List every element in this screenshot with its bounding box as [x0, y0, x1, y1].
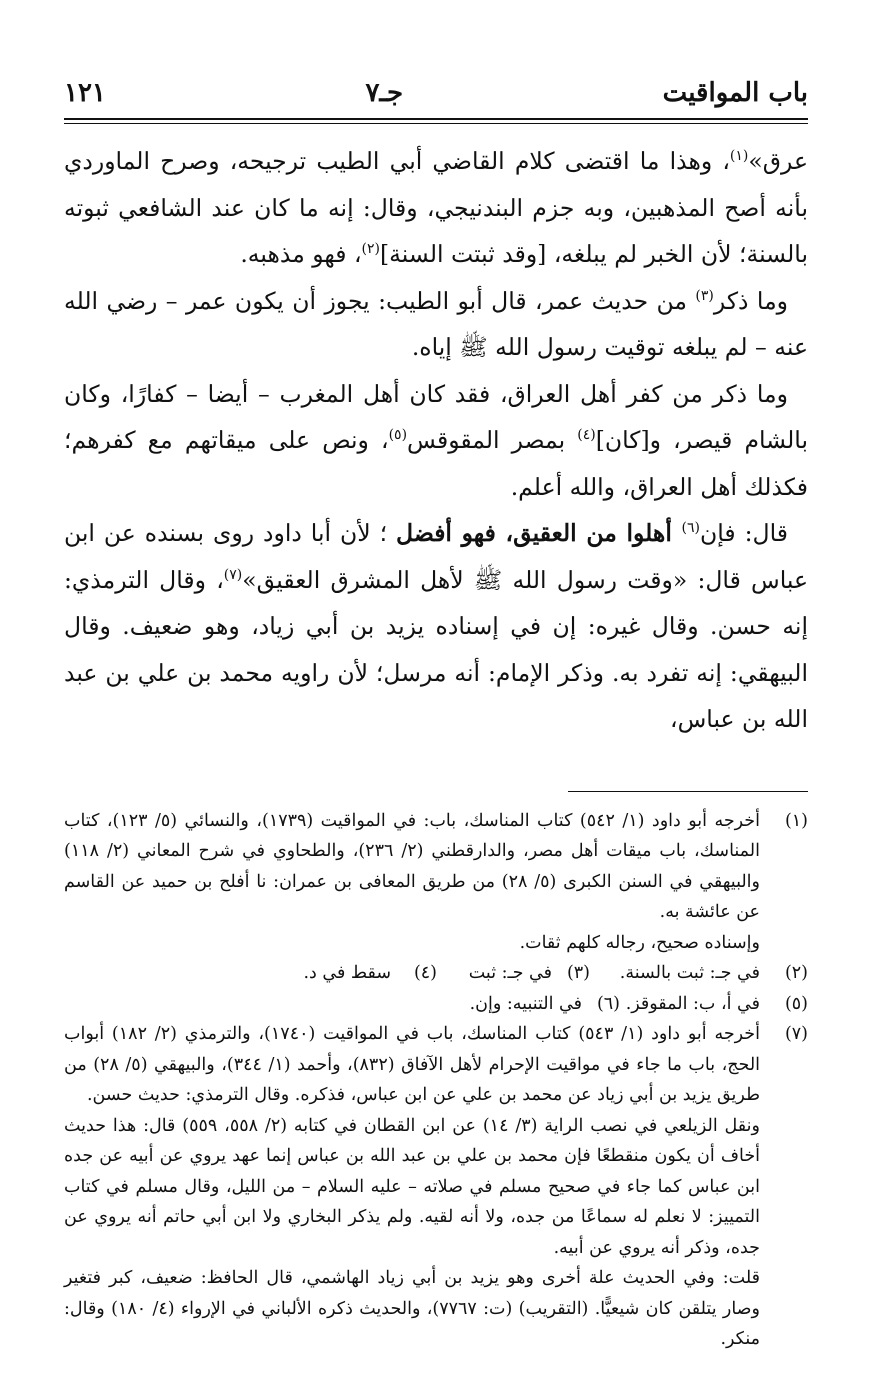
- footnote-ref[interactable]: (٦): [681, 520, 700, 537]
- footnote-separator: [568, 791, 808, 792]
- chapter-title: باب المواقيت: [662, 78, 808, 108]
- footnote-text: أخرجه أبو داود (١/ ٥٤٣) كتاب المناسك، باب في المواقيت (١٧٤٠)، والترمذي (٢/ ١٨٢) أبواب الحج، باب ما جاء في مواقيت الإحرام لأهل الآفاق (٨٣٢)، وأحمد (١/ ٣٤٤)، والبيهقي (٥/ ٢٨) من طريق يزيد بن أبي زياد عن محمد بن علي عن ابن عباس، فذكره. وقال الترمذي: حديث حسن.: [64, 1024, 761, 1105]
- footnote-text: في جـ: ثبت بالسنة.: [619, 963, 760, 983]
- footnote: [64, 806, 808, 959]
- footnote-text: سقط في د.: [303, 963, 391, 983]
- paragraph: وما ذكر$^{(٣)}$ من حديث عمر، قال أبو الطيب: يجوز أن يكون عمر – رضي الله عنه – لم يبلغه توقيت رسول الله ﷺ إياه.: [64, 286, 808, 361]
- paragraph: قال: فإن$^{(٦)}$ أهلوا من العقيق، فهو أفضل ؛ لأن أبا داود روى بسنده عن ابن عباس قال: «وقت رسول الله ﷺ لأهل المشرق العقيق»$^{(٧)}$، وقال الترمذي: إنه حسن. وقال غيره: إن في إسناده يزيد بن أبي زياد، وهو ضعيف. وقال البيهقي: إنه تفرد به. وذكر الإمام: أنه مرسل؛ لأن راويه محمد بن علي بن عبد الله بن عباس،: [64, 519, 808, 733]
- footnote-text: في التنبيه: وإن.: [469, 993, 582, 1014]
- footnote-text: وإسناده صحيح، رجاله كلهم ثقات.: [519, 932, 760, 953]
- header-rule-thin: [64, 123, 808, 124]
- footnote-number: (٧): [784, 1024, 808, 1044]
- paragraph: عرق»$^{(١)}$، وهذا ما اقتضى كلام القاضي أبي الطيب ترجيحه، وصرح الماوردي بأنه أصح المذهبين، وبه جزم البندنيجي، وقال: إنه ما كان عند الشافعي ثبوته بالسنة؛ لأن الخبر لم يبلغه، [وقد ثبتت السنة]$^{(٢)}$، فهو مذهبه.: [64, 147, 808, 268]
- footnote-ref[interactable]: (٥): [388, 427, 408, 444]
- footnote-text: قلت: وفي الحديث علة أخرى وهو يزيد بن أبي زياد الهاشمي، قال الحافظ: ضعيف، كبر فتغير وصار يتلقن كان شيعيًّا. (التقريب) (ت: ٧٧٦٧)، والحديث ذكره الألباني في الإرواء (٤/ ١٨٠) وقال: منكر.: [64, 1268, 760, 1349]
- matn-text: أهلوا من العقيق، فهو أفضل: [396, 519, 682, 547]
- running-header: [64, 78, 808, 114]
- header-rule-thick: [64, 118, 808, 120]
- page: [64, 78, 808, 1355]
- footnote-number: (٢): [784, 963, 808, 983]
- footnote-number: (٤): [413, 963, 437, 983]
- footnote-ref[interactable]: (١): [729, 148, 749, 165]
- page-number: ١٢١: [64, 78, 106, 108]
- footnote-ref[interactable]: (٣): [695, 287, 714, 304]
- footnote-number: (٥): [784, 993, 808, 1014]
- footnote-line: [64, 989, 808, 1020]
- footnote-ref[interactable]: (٤): [577, 427, 596, 444]
- footnote-text: أخرجه أبو داود (١/ ٥٤٢) كتاب المناسك، باب: في المواقيت (١٧٣٩)، والنسائي (٥/ ١٢٣)، كتاب المناسك، باب ميقات أهل مصر، والدارقطني (٢/ ٢٣٦)، والطحاوي في شرح المعاني (٢/ ١١٨) والبيهقي في السنن الكبرى (٥/ ٢٨) من طريق المعافى بن عمران: نا أفلح بن حميد عن القاسم عن عائشة به.: [64, 810, 760, 922]
- footnote-text: في جـ: ثبت: [468, 963, 552, 983]
- footnotes: [64, 806, 808, 1355]
- footnote-ref[interactable]: (٢): [361, 241, 381, 258]
- footnote-text: في أ، ب: المقوقز.: [625, 993, 760, 1014]
- footnote-number: (١): [784, 810, 808, 831]
- volume-label: جـ٧: [365, 78, 404, 108]
- footnote-number: (٣): [566, 963, 590, 983]
- footnote-line: [64, 958, 808, 989]
- footnote-text: ونقل الزيلعي في نصب الراية (٣/ ١٤) عن ابن القطان في كتابه (٢/ ٥٥٨، ٥٥٩) قال: هذا حديث أخاف أن يكون منقطعًا فإن محمد بن علي بن عبد الله بن عباس إنما عهد يروي عن أبيه عن جده ابن عباس كما جاء في صحيح مسلم في صلاته – عليه السلام – من الليل، وقال مسلم في كتاب التمييز: لا نعلم له سماعًا من جده، ولا أنه لقيه. ولم يذكر البخاري ولا ابن أبي حاتم أنه يروي عن جده، وذكر أنه يروي عن أبيه.: [64, 1115, 760, 1258]
- footnote-number: (٦): [596, 993, 620, 1014]
- footnote: [64, 1019, 808, 1355]
- paragraph: وما ذكر من كفر أهل العراق، فقد كان أهل المغرب – أيضا – كفارًا، وكان بالشام قيصر، و[كان]$^{(٤)}$ بمصر المقوقس$^{(٥)}$، ونص على ميقاتهم مع كفرهم؛ فكذلك أهل العراق، والله أعلم.: [64, 379, 808, 501]
- footnote-ref[interactable]: (٧): [223, 566, 243, 583]
- main-text: [64, 138, 808, 743]
